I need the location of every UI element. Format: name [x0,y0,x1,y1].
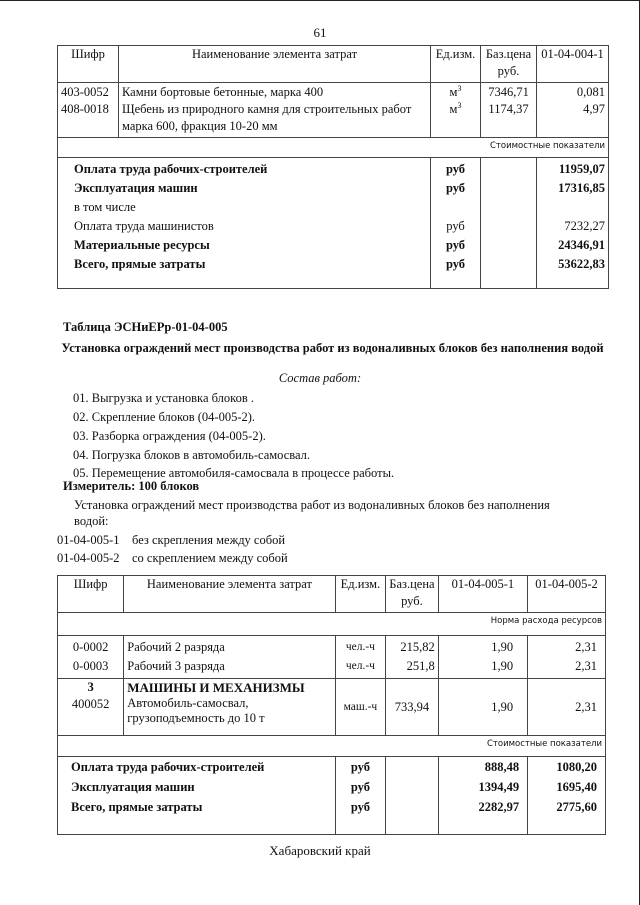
cost-unit: руб [431,235,481,254]
cost-label: Всего, прямые затраты [58,796,336,835]
row-code: 0-0002 [58,636,124,657]
header-unit: Ед.изм. [335,576,385,613]
cost-value: 53622,83 [537,254,609,289]
cost-unit: руб [431,216,481,235]
row-value-2: 2,31 [528,656,606,679]
row-unit: чел.-ч [335,656,385,679]
row-code: 0-0003 [58,656,124,679]
header-code: Шифр [58,46,119,83]
resource-table-01-04-004 [57,45,609,289]
cost-value-2: 2775,60 [528,796,606,835]
resource-table-01-04-005 [57,575,606,835]
variant-item: 01-04-005-1 без скрепления между собой [57,533,286,547]
cost-label: в том числе [58,197,431,216]
cost-value: 11959,07 [537,158,609,179]
row-name: Щебень из природного камня для строительных работ марка 600, фракция 10-20 мм [119,101,431,138]
cost-empty [386,796,439,835]
cost-empty [481,178,537,197]
table-row [58,101,609,138]
row-value-2: 2,31 [528,636,606,657]
table-row [58,636,606,657]
cost-unit: руб [335,757,385,777]
cost-unit: руб [335,796,385,835]
cost-label: Материальные ресурсы [58,235,431,254]
page-footer-region: Хабаровский край [269,843,371,858]
cost-value: 7232,27 [537,216,609,235]
row-unit: чел.-ч [335,636,385,657]
cost-label: Всего, прямые затраты [58,254,431,289]
row-value-1: 1,90 [438,636,527,657]
row-code: 408-0018 [58,101,119,138]
cost-empty [386,757,439,777]
cost-value-1: 2282,97 [438,796,527,835]
cost-label: Оплата труда рабочих-строителей [58,757,336,777]
row-price: 733,94 [386,679,439,736]
cost-label: Оплата труда машинистов [58,216,431,235]
cost-label: Оплата труда рабочих-строителей [58,158,431,179]
row-code: 403-0052 [58,83,119,102]
cost-value [537,197,609,216]
work-item: 02. Скрепление блоков (04-005-2). [73,410,256,424]
work-item: 03. Разборка ограждения (04-005-2). [73,429,266,443]
row-value: 0,081 [537,83,609,102]
cost-unit: руб [335,776,385,796]
cost-row [58,235,609,254]
work-item: 05. Перемещение автомобиля-самосвала в процессе работы. [73,466,395,480]
row-unit: маш.-ч [335,679,385,736]
group-code: 3 400052 [58,679,124,736]
section-header-norm: Норма расхода ресурсов [58,613,606,636]
work-item: 04. Погрузка блоков в автомобиль-самосвал. [73,448,311,462]
row-value-1: 1,90 [438,656,527,679]
meter: Измеритель: 100 блоков [63,479,200,493]
section-header-cost: Стоимостные показатели [58,736,606,757]
header-variant-1: 01-04-004-1 [537,46,609,83]
work-item: 01. Выгрузка и установка блоков . [73,391,254,405]
cost-row [58,757,606,777]
cost-value-2: 1695,40 [528,776,606,796]
cost-row [58,178,609,197]
cost-empty [481,254,537,289]
row-unit: $м^3$ [431,83,481,102]
row-name: Рабочий 3 разряда [124,656,335,679]
cost-row [58,254,609,289]
row-unit: $м^3$ [431,101,481,138]
machine-group-row [58,679,606,736]
table-header [58,576,606,613]
page-number: 61 [313,25,327,40]
row-value: 4,97 [537,101,609,138]
header-variant-2: 01-04-005-2 [528,576,606,613]
table-row [58,656,606,679]
cost-empty [481,235,537,254]
row-price: 1174,37 [481,101,537,138]
cost-empty [481,197,537,216]
table-header [58,46,609,83]
header-name: Наименование элемента затрат [124,576,335,613]
row-value-1: 1,90 [438,679,527,736]
header-code: Шифр [58,576,124,613]
header-variant-1: 01-04-005-1 [438,576,527,613]
variant-description: Установка ограждений мест производства работ из водоналивных блоков без наполнения водой: [74,498,550,528]
cost-unit: руб [431,254,481,289]
work-composition-label: Состав работ: [278,371,362,385]
cost-row [58,197,609,216]
cost-unit: руб [431,158,481,179]
cost-label: Эксплуатация машин [58,776,336,796]
cost-value-1: 1394,49 [438,776,527,796]
cost-value: 17316,85 [537,178,609,197]
cost-value-2: 1080,20 [528,757,606,777]
cost-row [58,158,609,179]
cost-unit: руб [431,178,481,197]
row-price: 7346,71 [481,83,537,102]
header-price: Баз.цена руб. [386,576,439,613]
row-name: Рабочий 2 разряда [124,636,335,657]
section-title: Установка ограждений мест производства работ из водоналивных блоков без наполнения водой [61,341,604,355]
group-name: МАШИНЫ И МЕХАНИЗМЫ Автомобиль-самосвал, грузоподъемность до 10 т [124,679,335,736]
cost-empty [481,158,537,179]
cost-empty [481,216,537,235]
header-name: Наименование элемента затрат [119,46,431,83]
row-price: 215,82 [386,636,439,657]
cost-row [58,776,606,796]
row-name: Камни бортовые бетонные, марка 400 [119,83,431,102]
page-top-border [0,0,640,1]
table-id-heading: Таблица ЭСНиЕРр-01-04-005 [63,320,228,334]
header-price: Баз.цена руб. [481,46,537,83]
cost-value-1: 888,48 [438,757,527,777]
variant-item: 01-04-005-2 со скреплением между собой [57,551,288,565]
cost-label: Эксплуатация машин [58,178,431,197]
table-row [58,83,609,102]
header-unit: Ед.изм. [431,46,481,83]
cost-value: 24346,91 [537,235,609,254]
row-price: 251,8 [386,656,439,679]
row-value-2: 2,31 [528,679,606,736]
cost-empty [386,776,439,796]
section-header-cost: Стоимостные показатели [58,138,609,158]
cost-row [58,796,606,835]
cost-row [58,216,609,235]
cost-unit [431,197,481,216]
